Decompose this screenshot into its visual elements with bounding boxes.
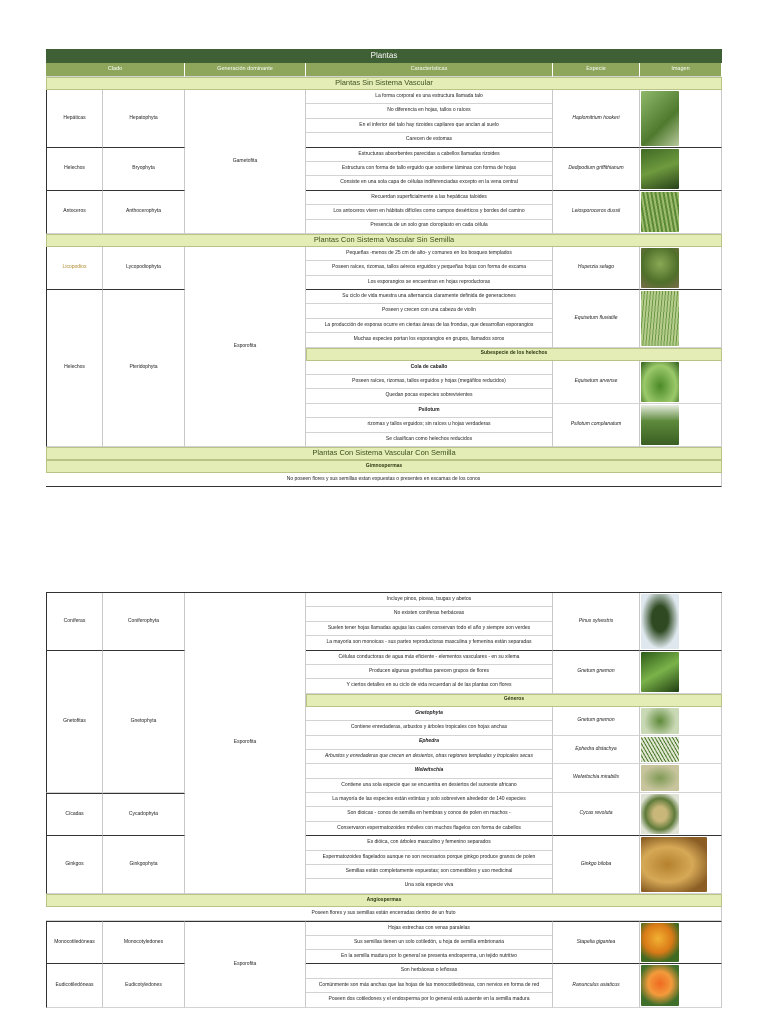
char-row: Poseen y crecen con una cabeza de violín <box>306 304 553 318</box>
clade-antoceros: Antoceros <box>46 191 103 234</box>
char-row: rizomas y tallos erguidos; sin raíces u hojas verdaderas <box>306 418 553 432</box>
clade-helechos-bryo: Helechos <box>46 148 103 191</box>
page-2 <box>46 592 722 1008</box>
genus-welwitschia: Welwitschia <box>306 764 553 778</box>
char-row: Producen algunas gnetofitas parecen grupos de flores <box>306 665 553 679</box>
section-vascular-con-semilla: Plantas Con Sistema Vascular Con Semilla <box>46 447 722 460</box>
char-row: Poseen raíces, rizomas, tallos erguidos y hojas (megáfilos reducidos) <box>306 375 553 389</box>
division-ginkgophyta: Ginkgophyta <box>103 836 185 894</box>
char-row: No diferencia en hojas, tallos o raíces <box>306 104 553 118</box>
division-coniferophyta: Coniferophyta <box>103 593 185 651</box>
clade-monocotiledoneas: Monocotiledóneas <box>46 921 103 964</box>
generos-heading: Géneros <box>306 694 722 707</box>
section-vascular-sin-semilla: Plantas Con Sistema Vascular Sin Semilla <box>46 234 722 247</box>
gymnosperms-heading: Gimnospermas <box>46 460 722 473</box>
char-row: Recuerdan superficialmente a las hepáticas taloides <box>306 191 553 205</box>
species-welwitschia: Welwitschia mirabilis <box>553 764 640 793</box>
char-row: Conservaron espermatozoides móviles con muchos flagelos con forma de cabellos <box>306 822 553 836</box>
header-caracteristicas: Características <box>306 63 553 77</box>
header-generacion: Generación dominante <box>185 63 306 77</box>
char-row: En la semilla madura por lo general se presenta endosperma, un tejido nutritivo <box>306 950 553 964</box>
clade-cicadas: Cícadas <box>46 793 103 836</box>
gymnosperms-description: No poseen flores y sus semillas estan expuestas o presentes en escamas de los conos <box>46 473 722 487</box>
species-stapelia: Stapelia gigantea <box>553 921 640 964</box>
char-row: La producción de esporas ocurre en ciertas áreas de las frondas, que desarrollan esporangios <box>306 319 553 333</box>
image-psilotum <box>640 404 722 447</box>
genus-cola-de-caballo: Cola de caballo <box>306 361 553 375</box>
char-row: Poseen raíces, rizomas, tallos aéreos erguidos y pequeñas hojas con forma de escama <box>306 261 553 275</box>
gen-esporofita: Esporofita <box>185 247 306 447</box>
image-ginkgo <box>640 836 722 894</box>
char-row: Una sola especie viva <box>306 879 553 893</box>
char-row: Células conductoras de agua más eficiente - elementos vasculares - en su xilema <box>306 651 553 665</box>
char-row: Suelen tener hojas llamadas agujas las cuales conservan todo el año y siempre son verdes <box>306 622 553 636</box>
image-gnetum-2 <box>640 707 722 736</box>
image-stapelia <box>640 921 722 964</box>
header-imagen: Imagen <box>640 63 722 77</box>
char-row: Quedan pocas especies sobrevivientes <box>306 389 553 403</box>
species-gnetum: Gnetum gnemon <box>553 651 640 694</box>
subspecies-heading: Subespecie de los helechos <box>306 348 722 361</box>
species-gnetum-2: Gnetum gnemon <box>553 707 640 736</box>
clade-eudicotiledoneas: Eudicotiledóneas <box>46 964 103 1007</box>
species-equisetum-fluviatile: Equisetum fluviatile <box>553 290 640 348</box>
division-hepatophyta: Hepatophyta <box>103 90 185 148</box>
division-anthocerophyta: Anthocerophyta <box>103 191 185 234</box>
species-leiosporoceros: Leiosporoceros dussii <box>553 191 640 234</box>
char-row: No existen coníferas herbáceas <box>306 607 553 621</box>
division-bryophyta: Bryophyta <box>103 148 185 191</box>
division-gnetophyta: Gnetophyta <box>103 651 185 794</box>
species-ranunculus: Ranunculus asiaticus <box>553 964 640 1007</box>
char-row: Comúnmente son más anchas que las hojas de las monocotiledóneas, con nervios en forma de red <box>306 979 553 993</box>
image-cycas <box>640 793 722 836</box>
char-row: Su ciclo de vida muestra una alternancia claramente definida de generaciones <box>306 290 553 304</box>
gen-esporofita-2: Esporofita <box>185 593 306 894</box>
genus-gnetophyta: Gnetophyta <box>306 707 553 721</box>
page-1 <box>46 49 722 487</box>
species-ginkgo: Ginkgo biloba <box>553 836 640 894</box>
division-cycadophyta: Cycadophyta <box>103 793 185 836</box>
plants-table-1 <box>46 49 722 487</box>
species-equisetum-arvense: Equisetum arvense <box>553 361 640 404</box>
image-antoceros <box>640 191 722 234</box>
image-ephedra <box>640 736 722 765</box>
clade-coniferas: Coníferas <box>46 593 103 651</box>
image-huperzia <box>640 247 722 290</box>
char-row: Estructuras absorbentes parecidas a cabellos llamadas rizoides <box>306 148 553 162</box>
division-pteridophyta: Pteridophyta <box>103 290 185 447</box>
species-haplomitrium: Haplomitrium hookeri <box>553 90 640 148</box>
image-bryophyta <box>640 148 722 191</box>
genus-psilotum: Psilotum <box>306 404 553 418</box>
clade-hepaticas: Hepáticas <box>46 90 103 148</box>
char-row: Contiene una sola especie que se encuentra en desiertos del suroeste africano <box>306 779 553 793</box>
species-huperzia: Huperzia selago <box>553 247 640 290</box>
char-row: Son herbáceas o leñosas <box>306 964 553 978</box>
char-row: Incluye pinos, piceas, tsugas y abetos <box>306 593 553 607</box>
angiosperms-description: Poseen flores y sus semillas están encerradas dentro de un fruto <box>46 907 722 921</box>
division-eudicotyledones: Eudicotyledones <box>103 964 185 1007</box>
char-row: La forma corporal es una estructura llamada talo <box>306 90 553 104</box>
char-row: La mayoría son monoicas - sus partes reproductoras masculina y femenina están separadas <box>306 636 553 650</box>
char-row: Poseen dos cotiledones y el endosperma por lo general está ausente en la semilla madura <box>306 993 553 1007</box>
gen-esporofita-3: Esporofita <box>185 921 306 1007</box>
char-row: Sus semillas tienen un solo cotiledón, u hoja de semilla embrionaria <box>306 936 553 950</box>
section-sin-vascular: Plantas Sin Sistema Vascular <box>46 77 722 90</box>
division-monocotyledones: Monocotyledones <box>103 921 185 964</box>
char-row: Estructura con forma de tallo erguido que sostiene láminas con forma de hojas <box>306 162 553 176</box>
char-row: En el inferior del talo hay rizoides capilares que anclan al suelo <box>306 119 553 133</box>
char-row: Y ciertos detalles en su ciclo de vida recuerdan al de las plantas con flores <box>306 679 553 693</box>
char-row: Carecen de estomas <box>306 133 553 147</box>
clade-licopodios: Licopodios <box>46 247 103 290</box>
char-row: Hojas estrechas con venas paralelas <box>306 921 553 935</box>
image-welwitschia <box>640 764 722 793</box>
header-especie: Especie <box>553 63 640 77</box>
gen-gametofita: Gametofita <box>185 90 306 234</box>
char-row: Pequeñas -menos de 25 cm de alto- y comunes en los bosques templados <box>306 247 553 261</box>
image-hepatica <box>640 90 722 148</box>
char-row: La mayoría de las especies están extintas y solo sobreviven alrededor de 140 especies <box>306 793 553 807</box>
table-title: Plantas <box>46 49 722 63</box>
char-row: Consiste en una sola capa de células indiferenciadas excepto en la vena central <box>306 176 553 190</box>
header-clado: Clado <box>46 63 185 77</box>
clade-ginkgos: Ginkgos <box>46 836 103 894</box>
image-pinus <box>640 593 722 651</box>
image-equisetum-fluviatile <box>640 290 722 348</box>
species-cycas: Cycas revoluta <box>553 793 640 836</box>
genus-ephedra: Ephedra <box>306 736 553 750</box>
clade-helechos-pter: Helechos <box>46 290 103 447</box>
species-pinus: Pinus sylvestris <box>553 593 640 651</box>
char-row: Semillas están completamente expuestas; son comestibles y uso medicinal <box>306 865 553 879</box>
char-row: Son dioicas - conos de semilla en hembras y conos de polen en machos - <box>306 807 553 821</box>
plants-table-2 <box>46 592 722 1008</box>
char-row: Contiene enredaderas, arbustos y árboles tropicales con hojas anchas <box>306 721 553 735</box>
char-row: Es dióica, con árboles masculino y femenino separados <box>306 836 553 850</box>
char-row: Los esporangios se encuentran en hojas reproductoras <box>306 276 553 290</box>
division-lycopodiophyta: Lycopodiophyta <box>103 247 185 290</box>
char-row: Presencia de un solo gran cloroplasto en cada célula <box>306 220 553 234</box>
image-equisetum-arvense <box>640 361 722 404</box>
char-row: Espermatozoides flagelados aunque no son necesarios porque ginkgo produce granos de polen <box>306 851 553 865</box>
char-row: Se clasifican como helechos reducidos <box>306 433 553 447</box>
char-row: Arbustos y enredaderas que crecen en desiertos, otras regiones templadas y tropicales secas <box>306 750 553 764</box>
image-gnetum <box>640 651 722 694</box>
char-row: Muchas especies portan los esporangios en grupos, llamados soros <box>306 333 553 347</box>
clade-gnetofitas: Gnetofitas <box>46 651 103 794</box>
species-ephedra: Ephedra distachya <box>553 736 640 765</box>
species-psilotum: Psilotum complanatum <box>553 404 640 447</box>
angiosperms-heading: Angiospermas <box>46 894 722 907</box>
char-row: Los antoceros viven en hábitats difíciles como campos desérticos y bordes del camino <box>306 205 553 219</box>
image-ranunculus <box>640 964 722 1007</box>
species-dedipodium: Dedipodium griffithianum <box>553 148 640 191</box>
